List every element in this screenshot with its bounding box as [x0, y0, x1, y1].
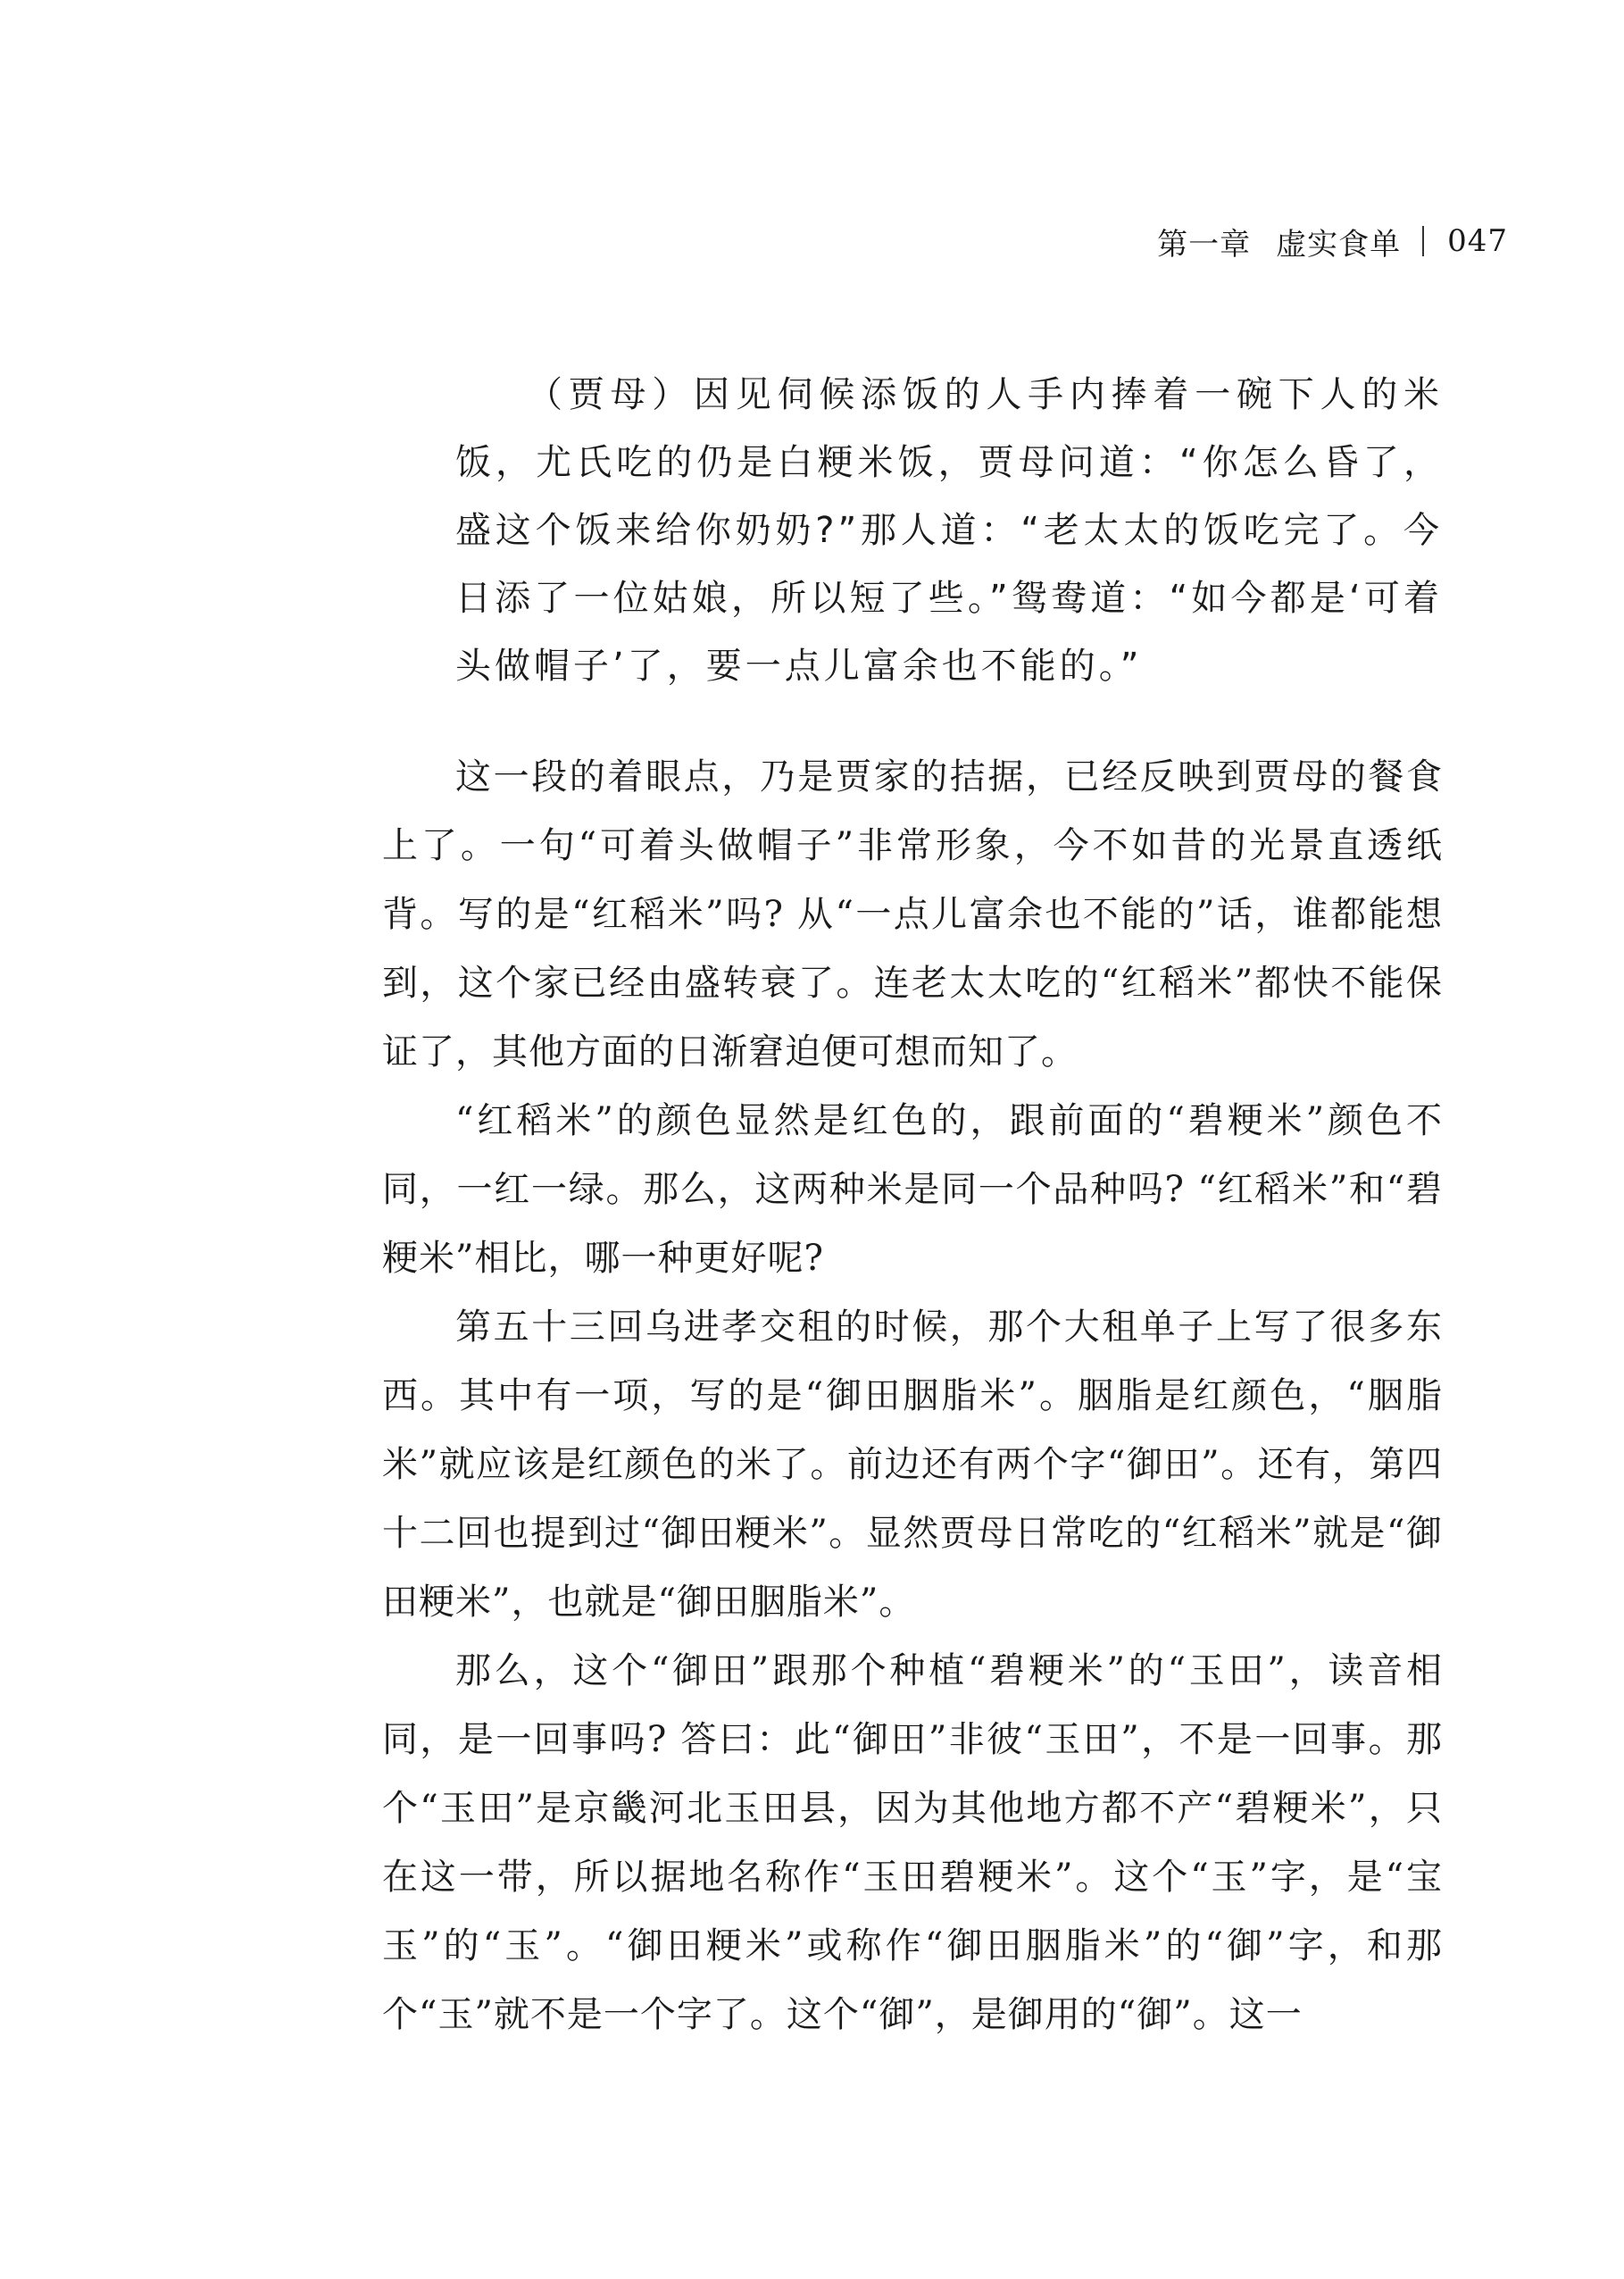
- paragraph-1: 这一段的着眼点，乃是贾家的拮据，已经反映到贾母的餐食上了。一句“可着头做帽子”非常形象，今不如昔的光景直透纸背。写的是“红稻米”吗? 从“一点儿富余也不能的”话，谁都能想到，这个家已经由盛转衰了。连老太太吃的“红稻米”都快不能保证了，其他方面的日渐窘迫便可想而知了。: [382, 756, 1443, 1073]
- block-quote: [455, 361, 1443, 700]
- chapter-title: 虚实食单: [1276, 226, 1402, 263]
- chapter-label: 第一章: [1157, 226, 1252, 263]
- body-text: [382, 743, 1443, 2049]
- quote-paragraph: （贾母）因见伺候添饭的人手内捧着一碗下人的米饭，尤氏吃的仍是白粳米饭，贾母问道：“你怎么昏了，盛这个饭来给你奶奶?”那人道：“老太太的饭吃完了。今日添了一位姑娘，所以短了些。”鸳鸯道：“如今都是‘可着头做帽子’了，要一点儿富余也不能的。”: [455, 374, 1443, 687]
- page-number: 047: [1447, 223, 1508, 259]
- paragraph-2: “红稻米”的颜色显然是红色的，跟前面的“碧粳米”颜色不同，一红一绿。那么，这两种米是同一个品种吗? “红稻米”和“碧粳米”相比，哪一种更好呢?: [382, 1100, 1443, 1279]
- paragraph-4: 那么，这个“御田”跟那个种植“碧粳米”的“玉田”，读音相同，是一回事吗? 答曰：此“御田”非彼“玉田”，不是一回事。那个“玉田”是京畿河北玉田县，因为其他地方都不产“碧粳米”，只在这一带，所以据地名称作“玉田碧粳米”。这个“玉”字，是“宝玉”的“玉”。“御田粳米”或称作“御田胭脂米”的“御”字，和那个“玉”就不是一个字了。这个“御”，是御用的“御”。这一: [382, 1650, 1443, 2035]
- header-divider: [1422, 226, 1424, 256]
- running-header: [1157, 214, 1508, 268]
- paragraph-3: 第五十三回乌进孝交租的时候，那个大租单子上写了很多东西。其中有一项，写的是“御田胭脂米”。胭脂是红颜色，“胭脂米”就应该是红颜色的米了。前边还有两个字“御田”。还有，第四十二回也提到过“御田粳米”。显然贾母日常吃的“红稻米”就是“御田粳米”，也就是“御田胭脂米”。: [382, 1306, 1443, 1623]
